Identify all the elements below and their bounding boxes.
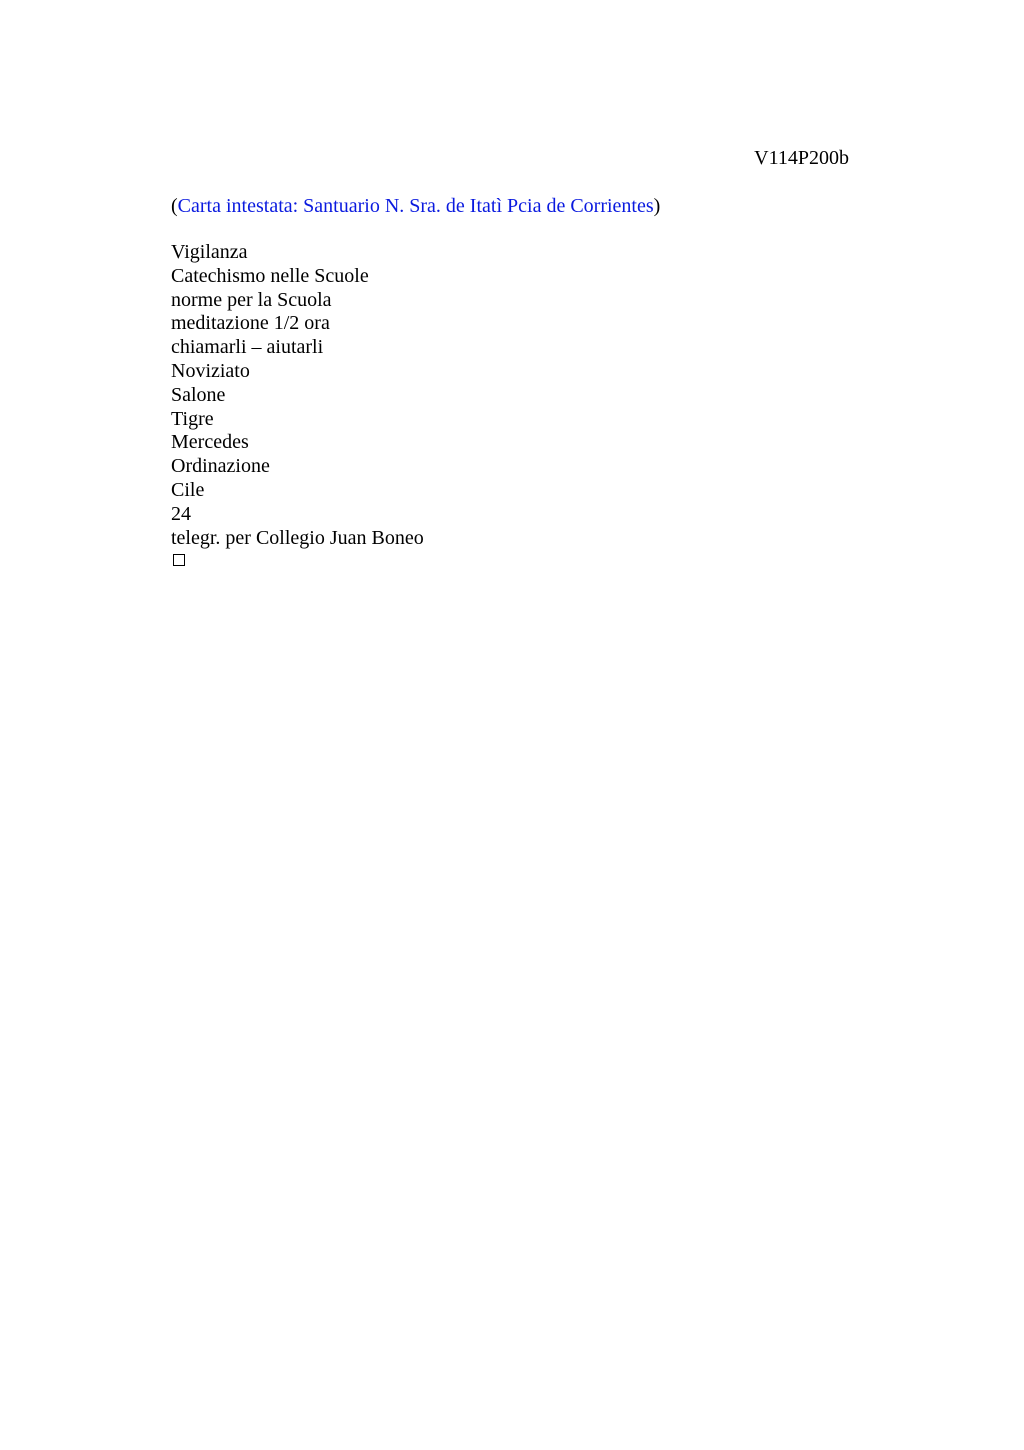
note-line: Vigilanza xyxy=(171,241,248,263)
note-line: Catechismo nelle Scuole xyxy=(171,264,369,287)
empty-square-icon xyxy=(173,554,185,566)
note-line: Mercedes xyxy=(171,431,249,454)
note-line: Noviziato xyxy=(171,359,250,382)
note-line: telegr. per Collegio Juan Boneo xyxy=(171,526,424,549)
letterhead-open-paren: ( xyxy=(171,195,178,217)
note-line: chiamarli – aiutarli xyxy=(171,336,324,359)
document-id: V114P200b xyxy=(754,147,849,169)
note-line: norme per la Scuola xyxy=(171,288,332,311)
note-line: 24 xyxy=(171,502,191,525)
notes-list xyxy=(171,241,424,550)
note-line: Salone xyxy=(171,383,226,406)
note-line: meditazione 1/2 ora xyxy=(171,312,330,335)
letterhead-close-paren: ) xyxy=(653,195,661,217)
letterhead-text: Carta intestata: Santuario N. Sra. de Itatì Pcia de Corrientes xyxy=(177,195,654,217)
note-line: Cile xyxy=(171,478,205,501)
letterhead-note xyxy=(171,194,660,218)
note-line: Tigre xyxy=(171,407,214,430)
note-line: Ordinazione xyxy=(171,455,270,478)
